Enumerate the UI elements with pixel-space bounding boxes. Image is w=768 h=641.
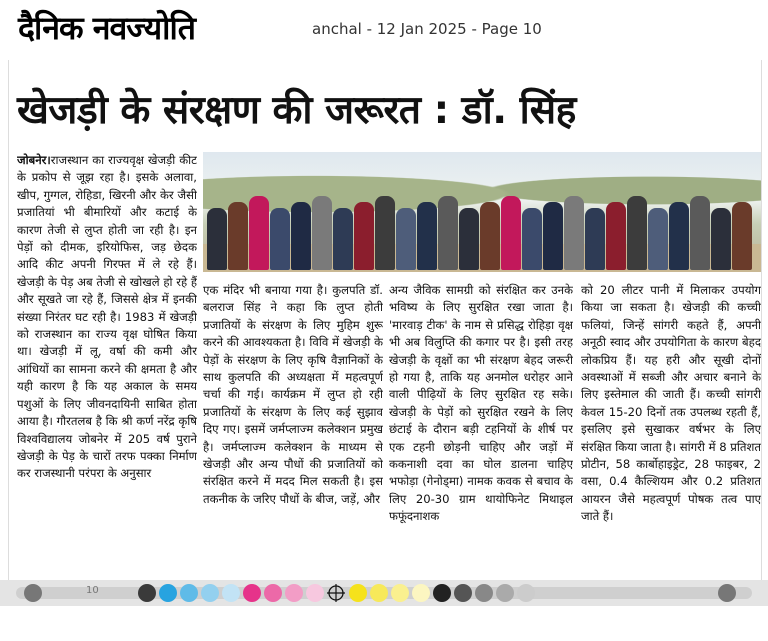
color-swatch [454, 584, 472, 602]
photo-person [459, 208, 479, 270]
photo-person [396, 208, 416, 270]
color-swatch [370, 584, 388, 602]
color-swatch [306, 584, 324, 602]
photo-person [270, 208, 290, 270]
color-swatch [285, 584, 303, 602]
photo-person [291, 202, 311, 270]
photo-person [690, 196, 710, 270]
color-swatch [496, 584, 514, 602]
photo-person [207, 208, 227, 270]
color-swatch [264, 584, 282, 602]
color-swatch [475, 584, 493, 602]
article-column-4 [581, 282, 761, 580]
color-swatch [138, 584, 156, 602]
color-swatch [180, 584, 198, 602]
photo-person [585, 208, 605, 270]
photo-person [711, 208, 731, 270]
color-swatch [433, 584, 451, 602]
group-photo [203, 152, 761, 272]
page-header [0, 0, 768, 60]
article-column-3 [389, 282, 573, 580]
edition-info: anchal - 12 Jan 2025 - Page 10 [312, 20, 542, 38]
article-text-col2: एक मंदिर भी बनाया गया है। कुलपति डॉ. बलराज सिंह ने कहा कि लुप्त होती प्रजातियों के संरक्षण के लिए मुहिम शुरू करने की आवश्यकता है। विवि में खेजड़ी के पेड़ों के संरक्षण के लिए कृषि वैज्ञानिकों के साथ कुलपति की अध्यक्षता में महत्वपूर्ण चर्चा की गई। कार्यक्रम में लुप्त हो रही प्रजातियों के संरक्षण के लिए कई सुझाव दिए गए। इसमें जर्मप्लाज्म कलेक्शन प्रमुख है। जर्मप्लाज्म कलेक्शन के माध्यम से खेजड़ी और अन्य पौधों की प्रजातियों को संरक्षित करने में मदद मिल सकती है। इस तकनीक के जरिए पौधों के बीज, जड़ें, और [203, 283, 383, 506]
color-swatch [517, 584, 535, 602]
photo-person [438, 196, 458, 270]
article-dateline: जोबनेर। [17, 153, 51, 167]
newspaper-clipping [8, 60, 762, 580]
scroll-end-handle[interactable] [718, 584, 736, 602]
photo-person [501, 196, 521, 270]
photo-person [375, 196, 395, 270]
newspaper-masthead: दैनिक नवज्योति [18, 9, 195, 47]
scroll-start-handle[interactable] [24, 584, 42, 602]
photo-person [627, 196, 647, 270]
photo-person [522, 208, 542, 270]
photo-person [669, 202, 689, 270]
photo-person [249, 196, 269, 270]
photo-person [732, 202, 752, 270]
article-headline: खेजड़ी के संरक्षण की जरूरत : डॉ. सिंह [17, 88, 576, 133]
color-swatch [222, 584, 240, 602]
photo-person [228, 202, 248, 270]
photo-person [648, 208, 668, 270]
color-swatch [159, 584, 177, 602]
page-bottom-margin [0, 606, 768, 641]
color-swatch [391, 584, 409, 602]
color-swatch [412, 584, 430, 602]
photo-person [312, 196, 332, 270]
photo-person [354, 202, 374, 270]
photo-person [333, 208, 353, 270]
page-number-indicator: 10 [86, 585, 99, 596]
article-column-2 [203, 282, 383, 580]
color-swatch [201, 584, 219, 602]
photo-person [480, 202, 500, 270]
registration-mark-icon [327, 584, 345, 602]
article-text-col4: को 20 लीटर पानी में मिलाकर उपयोग किया जा सकता है। खेजड़ी की कच्ची फलियां, जिन्हें सांगरी कहते हैं, अपनी अनूठी स्वाद और उपयोगिता के कारण बेहद लोकप्रिय हैं। यह हरी और सूखी दोनों अवस्थाओं में सब्जी और अचार बनाने के लिए इस्तेमाल की जाती हैं। कच्ची सांगरी केवल 15-20 दिनों तक उपलब्ध रहती हैं, इसलिए इसे सुखाकर वर्षभर के लिए संरक्षित किया जाता है। सांगरी में 8 प्रतिशत प्रोटीन, 58 कार्बोहाइड्रेट, 28 फाइबर, 2 वसा, 0.4 कैल्शियम और 0.2 प्रतिशत आयरन जैसे महत्वपूर्ण पोषक तत्व पाए जाते हैं। [581, 283, 761, 524]
color-swatch [243, 584, 261, 602]
photo-person [564, 196, 584, 270]
article-text-col3: अन्य जैविक सामग्री को संरक्षित कर उनके भविष्य के लिए सुरक्षित रखा जाता है। 'मारवाड़ टीक' के नाम से प्रसिद्ध रोहिड़ा वृक्ष भी अब विलुप्ति की कगार पर है। इसी तरह खेजड़ी के वृक्षों का भी संरक्षण बेहद जरूरी हो गया है, ताकि यह अनमोल धरोहर आने वाली पीढ़ियों के लिए सुरक्षित रह सके। खेजड़ी के पेड़ों को सुरक्षित रखने के लिए छंटाई के दौरान बड़ी टहनियों के शीर्ष पर एक टहनी छोड़नी चाहिए और जड़ों में ककनाशी दवा का घोल डालना चाहिए भफोड़ा (गेनोड्मा) नामक कवक से बचाव के लिए 20-30 ग्राम थायोफिनेट मिथाइल फफूंदनाशक [389, 283, 573, 524]
photo-person [543, 202, 563, 270]
viewer-toolbar [0, 580, 768, 606]
article-text-col1: राजस्थान का राज्यवृक्ष खेजड़ी कीट के प्रकोप से जूझ रहा है। इसके अलावा, खीप, गुग्गल, रोहिडा, खिरनी और केर जैसी प्रजातियां भी बीमारियों और कटाई के कारण तेजी से लुप्त होती जा रही है। इन पेड़ों को दीमक, इरियोफिस, जड़ छेदक आदि कीट अपनी गिरफ्त में ले रहे हैं। खेजड़ी के पेड़ अब तेजी से खोखले हो रहे हैं और सूखते जा रहे हैं, जिससे क्षेत्र में इनकी संख्या निरंतर घट रही है। 1983 में खेजड़ी को राजस्थान का राज्य वृक्ष घोषित किया था। खेजड़ी में लू, वर्षा की कमी और आंधियों का सामना करने की क्षमता है और यही कारण है कि यह अकाल के समय पशुओं के लिए जीवनदायिनी साबित होता आया है। गौरतलब है कि श्री कर्ण नरेंद्र कृषि विश्वविद्यालय जोबनेर में 205 वर्ष पुराने खेजड़ी के पेड़ के चारों तरफ पक्का निर्माण कर राजस्थानी परंपरा के अनुसार [17, 153, 197, 481]
color-swatch [349, 584, 367, 602]
photo-person [606, 202, 626, 270]
photo-person [417, 202, 437, 270]
article-column-1 [17, 152, 197, 580]
